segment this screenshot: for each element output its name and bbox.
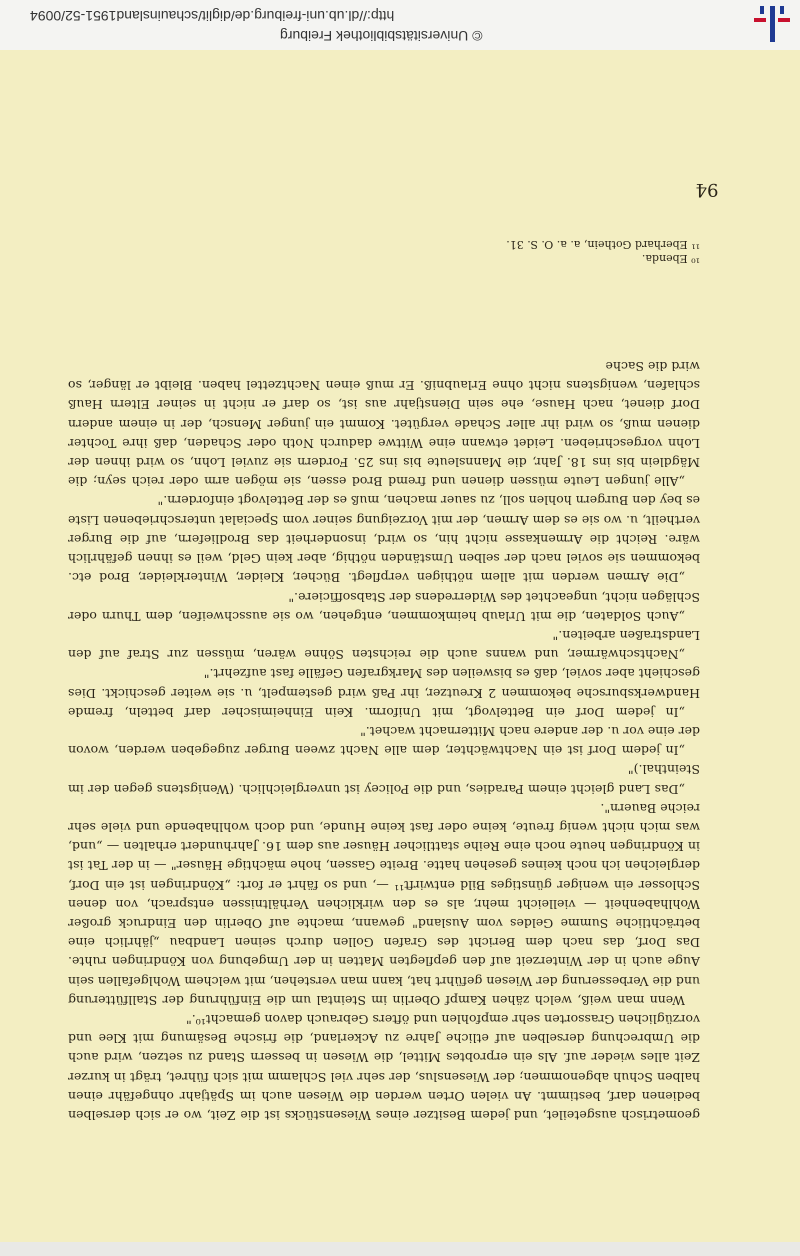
- page-number: 94: [695, 179, 719, 200]
- body-text: [68, 255, 700, 1125]
- logo-bar-blue: [770, 6, 775, 42]
- paragraph: „In jedem Dorf ein Bettelvogt, mit Uniform. Kein Einheimischer darf betteln, fremde Handwerksbursche bekommen 2 Kreutzer, ihr Paß wird gestempelt, u. sie weiter geschickt. Dies geschieht aber soviel, daß es bisweilen des Markgrafen Gefälle fast aufzehrt.": [68, 666, 700, 720]
- paragraph: „Nachtschwärmer, und wanns auch die reichsten Söhne wären, müssen zur Straf auf den Landstraßen arbeiten.": [68, 627, 700, 663]
- source-attribution: [20, 0, 800, 50]
- footnote: ¹¹ Eberhard Gothein, a. a. O. S. 31.: [506, 238, 700, 251]
- source-url[interactable]: http://dl.ub.uni-freiburg.de/diglit/schauinsland1951-52/0094: [30, 8, 395, 24]
- footnote: ¹⁰ Ebenda.: [641, 252, 700, 265]
- paragraph: „Alle jungen Leute müssen dienen und fremd Brod essen, sie mögen arm oder reich seyn; die Mägdlein bis ins 18. Jahr, die Mannsleute bis ins 25. Fordern sie zuviel Lohn, so wird ihnen der Lohn vorgeschrieben. Leidet etwann eine Wittwe dadurch Noth oder Schaden, daß ihre Tochter dienen muß, so wird ihr aller Schade vergütet. Kommt ein junger Mensch, der in einem andern Dorf dienet, nach Hause, ehe sein Dienstjahr aus ist, so darf er nicht in seiner Eltern Hauß schlafen, wenigstens nicht ohne Erlaubniß. Er muß einen Nachtzettel haben. Bleibt er länger, so wird die Sache: [68, 359, 700, 490]
- paragraph: „Das Land gleicht einem Paradies, und die Policey ist unvergleichlich. (Wenigstens gegen der im Steinthal.)": [68, 762, 700, 797]
- logo-stem-right: [760, 6, 764, 14]
- paragraph: „Die Armen werden mit allem nöthigen verpflegt. Bücher, Kleider, Winterkleider, Brod etc. bekommen sie soviel nach der selben Umständen nöthig, aber kein Geld, weil es ihnen gefährlich wäre. Reicht die Armenkasse nicht hin, so wird, insonderheit das Brodliefern, auf die Burger vertheilt, u. wo sie es dem Armen, der mit Vorzeigung seiner vom Specialat unterschriebenen Liste es bey den Burgern hohlen soll, zu sauer machen, muß es der Bettelvogt einfordern.": [68, 493, 700, 586]
- copyright-notice: © Universitätsbibliothek Freiburg: [280, 28, 483, 44]
- library-logo-icon: [752, 4, 792, 44]
- viewer-footer-strip: [0, 1242, 800, 1256]
- paragraph: Wenn man weiß, welch zähen Kampf Oberlin im Steintal um die Einführung der Stallfütterung und die Verbesserung der Wiesen geführt hat, kann man verstehen, mit welchem Wohlgefallen sein Auge auch in der Winterzeit auf den gepflegten Matten in der Umgebung von Köndringen ruhte. Das Dorf, das nach dem Bericht des Grafen Gollen durch seinen Landbau „jährlich eine beträchtliche Summe Geldes vom Ausland" gewann, machte auf Oberlin den Eindruck großer Wohlhabenheit — vielleicht mehr, als es den wirklichen Verhältnissen entsprach, von denen Schlosser ein weniger günstiges Bild entwirft¹¹ —, und so fährt er fort: „Köndringen ist ein Dorf, dergleichen ich noch keines gesehen hatte. Breite Gassen, hohe mächtige Häuser" — in der Tat ist in Köndringen heute noch eine Reihe stattlicher Häuser aus dem 16. Jahrhundert erhalten — „und, was mich nicht wenig freute, keine oder fast keine Hunde, und doch wohlhabende und viele sehr reiche Bauern".: [68, 800, 700, 1008]
- logo-bar-red-left: [778, 18, 790, 22]
- logo-bar-red-right: [754, 18, 766, 22]
- logo-stem-left: [780, 6, 784, 14]
- footnotes: [300, 225, 700, 265]
- paragraph: „In jedem Dorf ist ein Nachtwächter, dem alle Nacht zween Burger zugegeben werden, wovon der eine vor u. der andere nach Mitternacht wachet.": [68, 723, 700, 759]
- paragraph: „Auch Soldaten, die mit Urlaub heimkommen, entgehen, wo sie ausschweifen, dem Thurn oder Schlägen nicht, ungeachtet des Widerredens der Stabsofficiere.": [68, 589, 700, 624]
- paragraph: geometrisch ausgeteilet, und jedem Besitzer eines Wiesenstücks ist die Zeit, wo er sich derselben bedienen darf, bestimmt. An vielen Orten werden die Wiesen auch im Spätjahr ohngefähr einen halben Schuh abgenommen; der Wiesenslus, der sehr viel Schlamm mit sich führet, trägt in kurzer Zeit alles wieder auf. Als ein erprobtes Mittel, die Wiesen in bessern Stand zu setzen, wird auch die Umbrechung derselben auf etliche Jahre zu Ackerland, die frische Besämung mit Klee und vorzüglichen Grassorten sehr empfohlen und öfters Gebrauch davon gemacht¹⁰.": [68, 1011, 700, 1123]
